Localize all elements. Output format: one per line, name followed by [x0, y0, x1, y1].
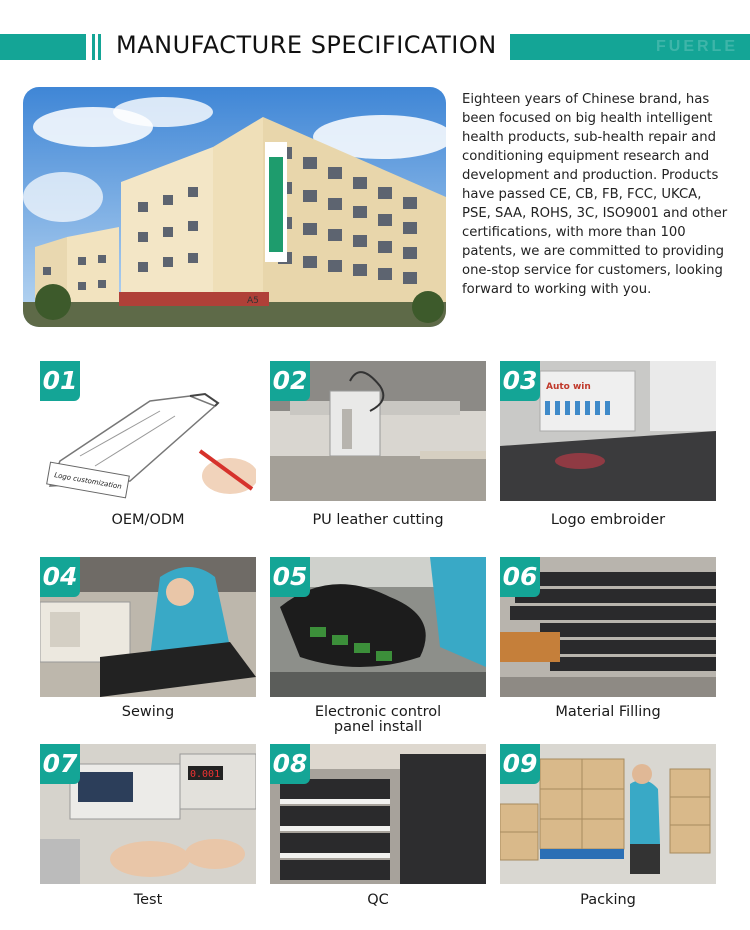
header-bar-right: FUERLE	[510, 34, 750, 60]
step-number-badge: 07	[40, 744, 80, 784]
step-number-badge: 04	[40, 557, 80, 597]
page-title: MANUFACTURE SPECIFICATION	[116, 31, 497, 59]
svg-text:0.001: 0.001	[190, 769, 221, 780]
factory-photo	[23, 87, 446, 327]
header-tick	[92, 34, 95, 60]
step-photo-electronics	[270, 557, 486, 697]
step-caption-multiline	[270, 705, 486, 735]
step-caption: Test	[133, 892, 163, 908]
header-bar-left	[0, 34, 86, 60]
step-photo-oem	[40, 361, 256, 501]
sketch-label: Logo customization	[53, 471, 123, 491]
step-caption: PU leather cutting	[312, 512, 444, 528]
step-photo-packing	[500, 744, 716, 884]
step-photo-sewing	[40, 557, 256, 697]
step-caption: Packing	[580, 892, 636, 908]
section-header	[0, 31, 750, 60]
step-caption: OEM/ODM	[111, 512, 185, 528]
step-number-badge: 01	[40, 361, 80, 401]
step-number-badge: 06	[500, 557, 540, 597]
intro-paragraph: Eighteen years of Chinese brand, has been focused on big health intelligent health products, sub-health repair and conditioning equipment research and development and production. Products have passed CE, CB, FB, FCC, UKCA, PSE, SAA, ROHS, 3C, ISO9001 and other certifications, with more than 100 patents, we are committed to providing one-stop service for customers, looking forward to working with you.	[462, 92, 728, 297]
header-tick	[98, 34, 101, 60]
step-caption: Material Filling	[555, 704, 661, 720]
step-caption: QC	[367, 892, 389, 908]
step-number-badge: 08	[270, 744, 310, 784]
step-caption: Logo embroider	[550, 512, 666, 528]
step-caption-line: Electronic control	[314, 704, 442, 720]
step-number-badge: 02	[270, 361, 310, 401]
machine-brand: Auto win	[546, 382, 591, 392]
step-number-badge: 03	[500, 361, 540, 401]
step-photo-test	[40, 744, 256, 884]
step-number-badge: 09	[500, 744, 540, 784]
step-number-badge: 05	[270, 557, 310, 597]
step-photo-filling	[500, 557, 716, 697]
step-photo-embroider	[500, 361, 716, 501]
step-photo-qc	[270, 744, 486, 884]
building-number: A5	[247, 296, 259, 306]
step-caption-line: panel install	[333, 719, 423, 735]
step-caption: Sewing	[121, 704, 175, 720]
step-photo-cutting	[270, 361, 486, 501]
